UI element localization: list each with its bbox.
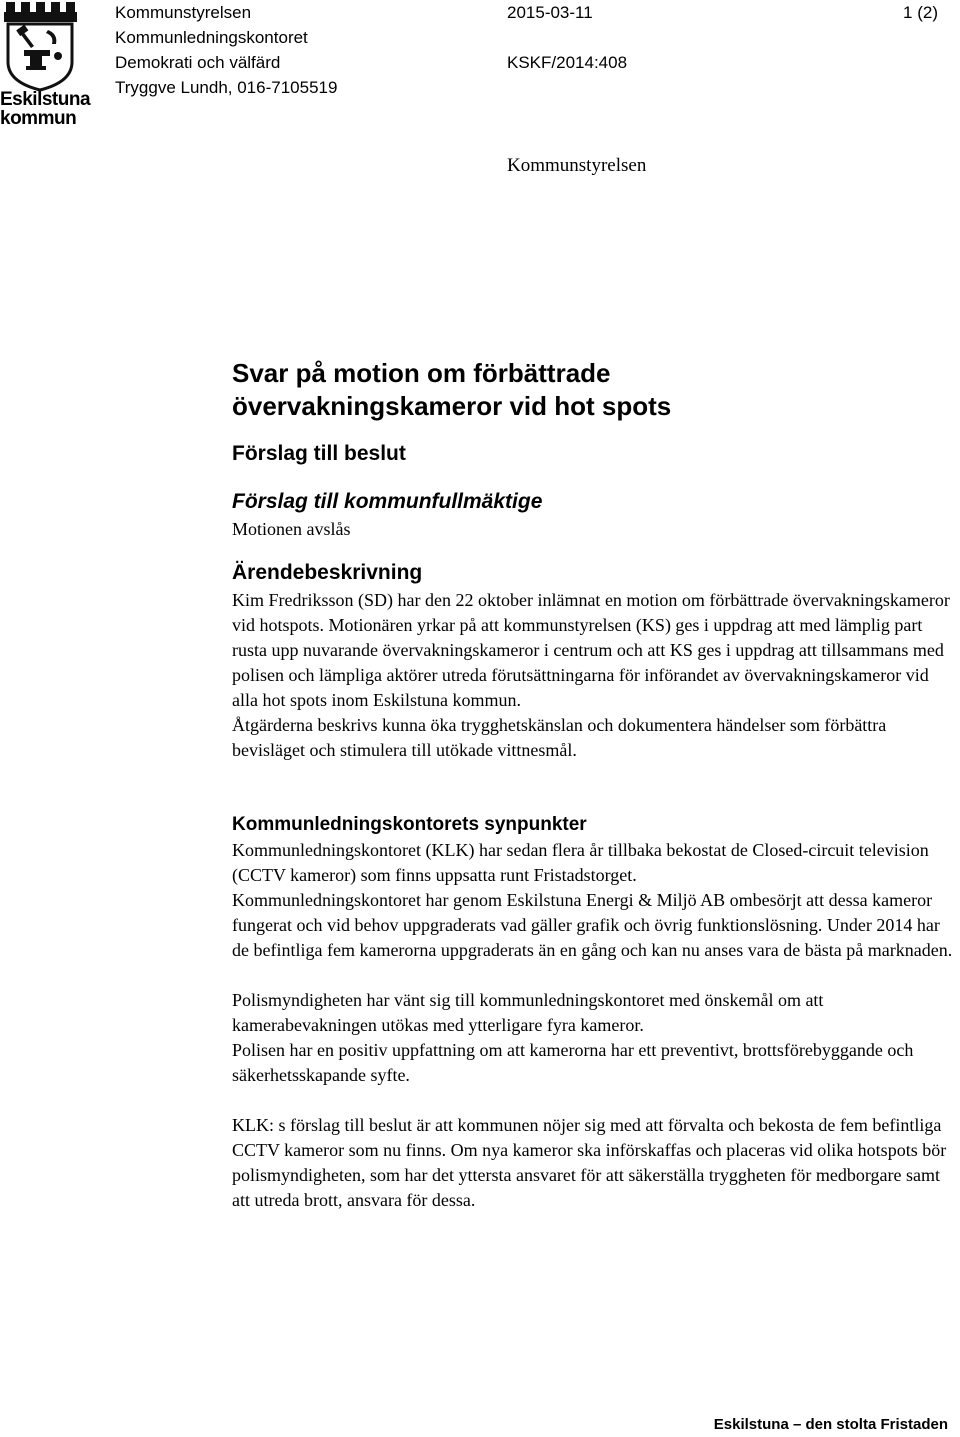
document-title-line2: övervakningskameror vid hot spots — [232, 391, 672, 421]
document-title-line1: Svar på motion om förbättrade — [232, 358, 611, 388]
council-heading: Förslag till kommunfullmäktige — [232, 490, 543, 513]
header-page-number: 1 (2) — [903, 3, 938, 22]
council-decision-text: Motionen avslås — [232, 519, 351, 539]
logo-text-line1: Eskilstuna — [0, 89, 91, 110]
case-description-paragraph-2: Åtgärderna beskrivs kunna öka trygghetskänslan och dokumentera händelser som förbättra bevisläget och stimulera till utökade vittnesmål. — [232, 715, 887, 760]
klk-paragraph-4: Polisen har en positiv uppfattning om att kamerorna har ett preventivt, brottsförebyggande och säkerhetsskapande syfte. — [232, 1040, 914, 1085]
header-org: Kommunstyrelsen — [115, 3, 252, 22]
coat-of-arms-icon — [0, 0, 80, 92]
klk-paragraph-3: Polismyndigheten har vänt sig till kommunledningskontoret med önskemål om att kamerabevakningen utökas med ytterligare fyra kameror. — [232, 990, 824, 1035]
municipality-logo — [0, 0, 91, 130]
klk-paragraph-2: Kommunledningskontoret har genom Eskilstuna Energi & Miljö AB ombesörjt att dessa kameror fungerat och vid behov uppgraderats vad gäller grafik och övrig funktionslösning. Under 2014 har de befintliga fem kamerorna uppgraderats än en gång och kan nu anses vara de bästa på marknaden. — [232, 890, 953, 960]
case-description-heading: Ärendebeskrivning — [232, 561, 423, 584]
document-body — [232, 357, 960, 1213]
header-department: Kommunledningskontoret — [115, 28, 308, 47]
header-contact: Tryggve Lundh, 016-7105519 — [115, 78, 338, 97]
header-date: 2015-03-11 — [507, 3, 593, 22]
klk-paragraph-1: Kommunledningskontoret (KLK) har sedan flera år tillbaka bekostat de Closed-circuit television (CCTV kameror) som finns uppsatta runt Fristadstorget. — [232, 840, 929, 885]
klk-comments-heading: Kommunledningskontorets synpunkter — [232, 814, 587, 835]
klk-paragraph-5: KLK: s förslag till beslut är att kommunen nöjer sig med att förvalta och bekosta de fem befintliga CCTV kameror som nu finns. Om nya kameror ska införskaffas och placeras vid olika hotspots bör polismyndigheten, som har det yttersta ansvaret för att säkerställa tryggheten för medborgare samt att utreda brott, ansvara för dessa. — [232, 1115, 947, 1210]
header-unit: Demokrati och välfärd — [115, 53, 281, 72]
header-diary-number: KSKF/2014:408 — [507, 53, 628, 72]
logo-text-line2: kommun — [0, 108, 77, 129]
document-title — [232, 357, 960, 423]
footer-slogan: Eskilstuna – den stolta Fristaden — [713, 1416, 948, 1433]
proposal-heading: Förslag till beslut — [232, 442, 406, 465]
recipient: Kommunstyrelsen — [507, 155, 647, 176]
case-description-paragraph-1: Kim Fredriksson (SD) har den 22 oktober inlämnat en motion om förbättrade övervakningskameror vid hotspots. Motionären yrkar på att kommunstyrelsen (KS) ges i uppdrag att med lämplig part rusta upp nuvarande övervakningskameror i centrum och att KS ges i uppdrag att tillsammans med polisen och lämpliga aktörer utreda förutsättningarna för införandet av övervakningskameror vid alla hot spots inom Eskilstuna kommun. — [232, 590, 950, 710]
